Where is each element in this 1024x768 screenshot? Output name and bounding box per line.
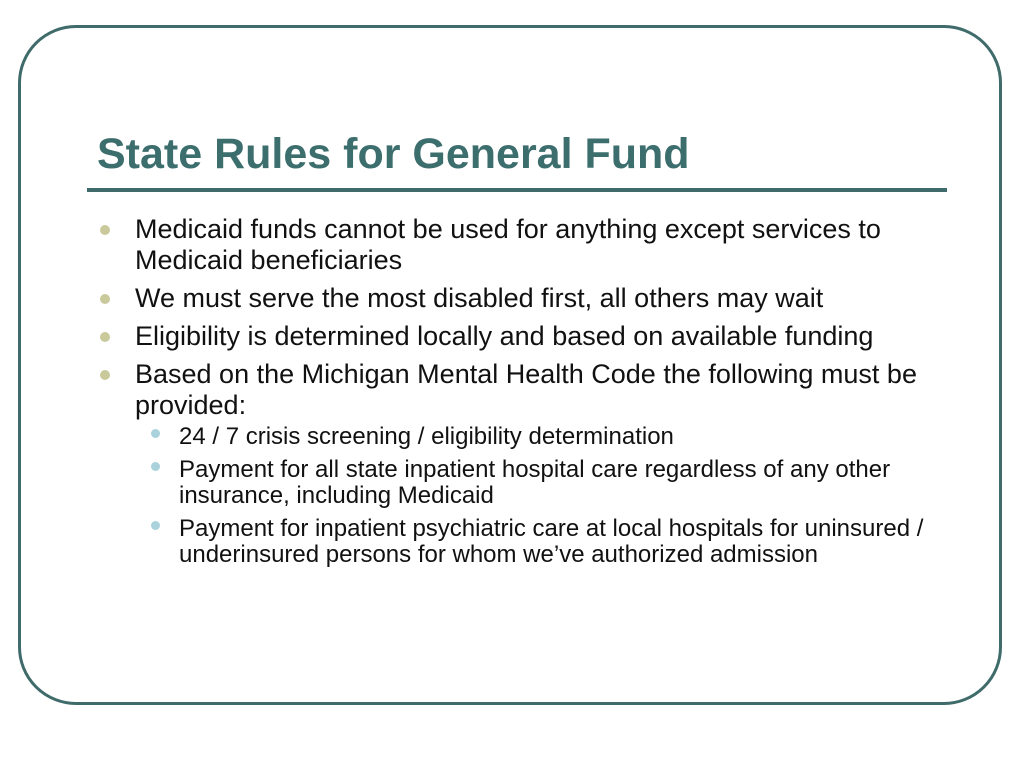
sub-bullet-dot-icon [151, 521, 160, 530]
sub-bullet-text: Payment for all state inpatient hospital care regardless of any other insurance, including Medicaid [179, 456, 891, 509]
slide-title: State Rules for General Fund [97, 130, 690, 178]
bullet-dot-icon [100, 332, 110, 342]
sub-bullet-dot-icon [151, 462, 160, 471]
bullet-item [97, 359, 967, 568]
bullet-dot-icon [100, 294, 110, 304]
sub-bullet-item [141, 516, 967, 568]
bullet-dot-icon [100, 370, 110, 380]
bullet-list [97, 214, 967, 575]
title-divider [87, 188, 947, 192]
bullet-item [97, 214, 967, 276]
bullet-text: Medicaid funds cannot be used for anything except services to Medicaid beneficiaries [135, 214, 881, 275]
bullet-text: We must serve the most disabled first, all others may wait [135, 283, 824, 313]
bullet-text: Eligibility is determined locally and based on available funding [135, 321, 874, 351]
sub-bullet-text: Payment for inpatient psychiatric care at local hospitals for uninsured / underinsured persons for whom we’ve authorized admission [179, 515, 924, 568]
sub-bullet-list [141, 424, 967, 568]
sub-bullet-dot-icon [151, 429, 160, 438]
bullet-item [97, 321, 967, 352]
sub-bullet-item [141, 424, 967, 450]
sub-bullet-text: 24 / 7 crisis screening / eligibility determination [179, 423, 674, 450]
bullet-dot-icon [100, 225, 110, 235]
sub-bullet-item [141, 457, 967, 509]
bullet-text: Based on the Michigan Mental Health Code the following must be provided: [135, 359, 917, 420]
bullet-item [97, 283, 967, 314]
